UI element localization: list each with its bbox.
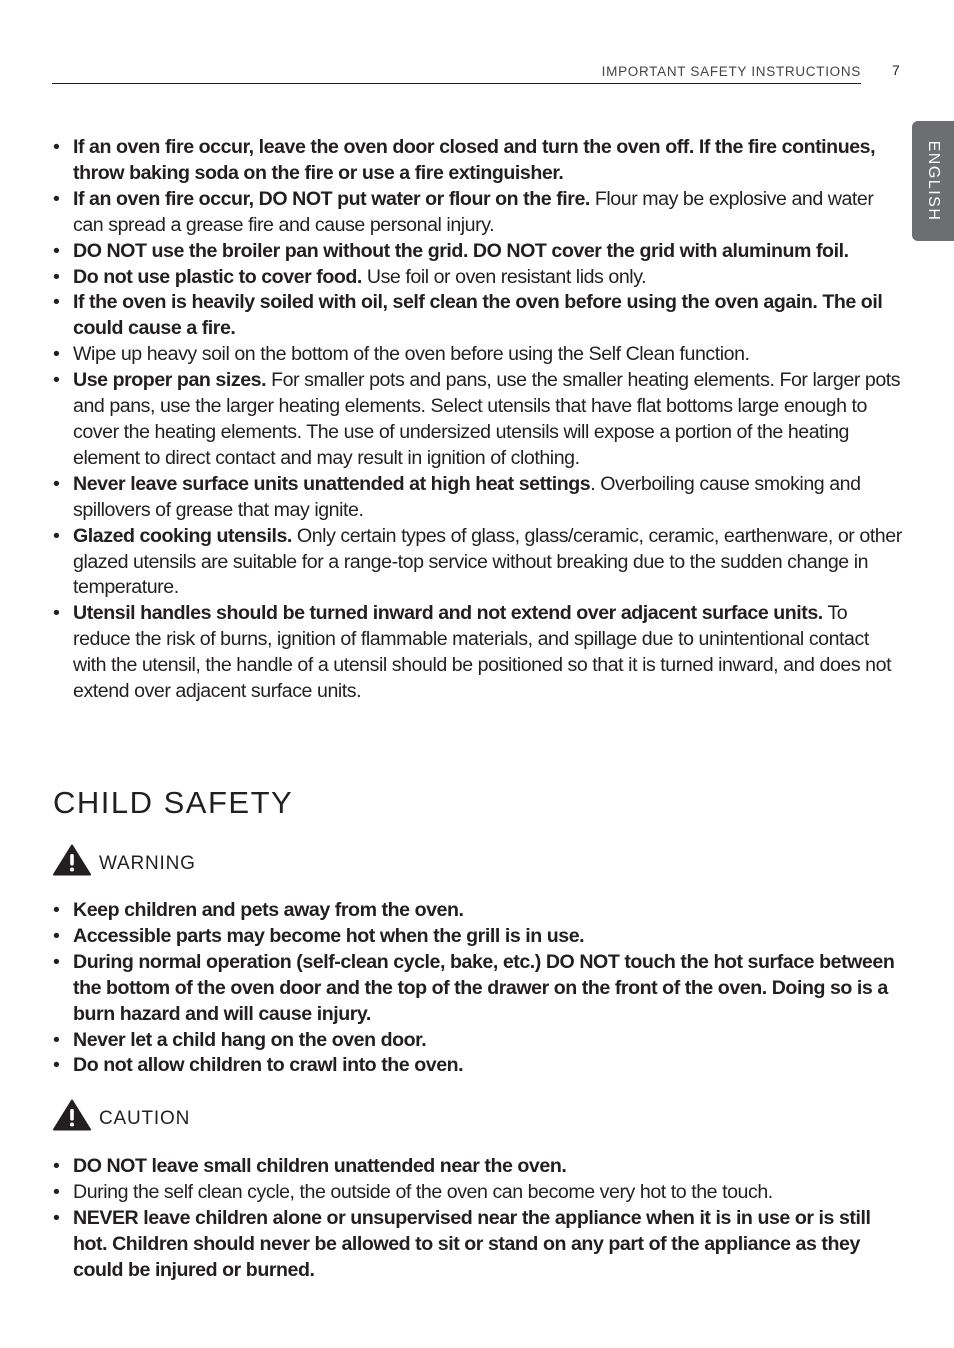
list-item [52,924,902,950]
list-item [52,1028,902,1054]
item-text: During the self clean cycle, the outside of the oven can become very hot to the touch. [73,1180,773,1203]
item-bold: Never let a child hang on the oven door. [73,1028,427,1051]
list-item [52,368,902,472]
item-bold: Utensil handles should be turned inward and not extend over adjacent surface units. [73,602,823,625]
list-item [52,239,902,265]
item-bold: Keep children and pets away from the oven. [73,899,464,921]
list-item [52,950,902,1028]
list-item [52,601,902,705]
warning-triangle-icon [53,844,91,876]
item-bold: DO NOT use the broiler pan without the grid. DO NOT cover the grid with aluminum foil. [73,239,849,262]
section-title: CHILD SAFETY [53,785,294,820]
language-tab-label: ENGLISH [925,140,942,222]
safety-list [52,135,902,705]
list-item [52,1206,902,1284]
list-item [52,1154,902,1180]
item-bold: NEVER leave children alone or unsupervised near the appliance when it is in use or is still hot. Children should never be allowed to sit or stand on any part of the appliance as they could be injured or burned. [73,1206,871,1281]
item-text: . Overboiling cause smoking and spillovers of grease that may ignite. [73,472,861,521]
list-item [52,1180,902,1206]
list-item [52,898,902,924]
item-text: To reduce the risk of burns, ignition of flammable materials, and spillage due to unintentional contact with the utensil, the handle of a utensil should be positioned so that it is turned inward, and does not extend over adjacent surface units. [73,602,892,703]
item-bold: Use proper pan sizes. [73,369,267,392]
item-bold: Do not use plastic to cover food. [73,265,362,288]
list-item [52,187,902,239]
list-item [52,265,902,291]
item-text: Only certain types of glass, glass/ceramic, ceramic, earthenware, or other glazed utensils are suitable for a range-top service without breaking due to the sudden change in temperature. [73,524,902,599]
item-bold: If an oven fire occur, leave the oven door closed and turn the oven off. If the fire continues, throw baking soda on the fire or use a fire extinguisher. [73,136,876,184]
list-item [52,290,902,342]
list-item [52,342,902,368]
item-bold: If the oven is heavily soiled with oil, self clean the oven before using the oven again. The oil could cause a fire. [73,291,883,340]
warning-label [53,842,196,876]
item-bold: Never leave surface units unattended at high heat settings [73,472,591,495]
page-header [52,60,861,84]
item-text: Flour may be explosive and water can spread a grease fire and cause personal injury. [73,187,874,236]
list-item [52,472,902,524]
item-bold: DO NOT leave small children unattended near the oven. [73,1155,567,1177]
item-bold: Glazed cooking utensils. [73,524,292,547]
caution-label [53,1097,190,1131]
item-text: Use foil or oven resistant lids only. [361,265,647,288]
item-text: For smaller pots and pans, use the smaller heating elements. For larger pots and pans, use the larger heating elements. Select utensils that have flat bottoms large enough to cover the heating elements. The use of undersized utensils will expose a portion of the heating element to direct contact and may result in ignition of clothing. [73,369,901,469]
item-bold: If an oven fire occur, DO NOT put water or flour on the fire. [73,187,590,210]
warning-triangle-icon [53,1099,91,1131]
page-number: 7 [892,62,900,78]
warning-label-text: WARNING [99,853,196,874]
item-bold: Accessible parts may become hot when the grill is in use. [73,924,585,947]
list-item [52,1053,902,1079]
item-bold: During normal operation (self-clean cycle, bake, etc.) DO NOT touch the hot surface between the bottom of the oven door and the top of the drawer on the front of the oven. Doing so is a burn hazard and will cause injury. [73,950,895,1025]
caution-list [52,1154,902,1284]
warning-list [52,898,902,1079]
list-item [52,135,902,187]
header-title: IMPORTANT SAFETY INSTRUCTIONS [601,64,861,79]
item-text: Wipe up heavy soil on the bottom of the oven before using the Self Clean function. [73,343,750,366]
item-bold: Do not allow children to crawl into the oven. [73,1054,464,1077]
language-tab [912,121,954,241]
caution-label-text: CAUTION [99,1108,191,1129]
list-item [52,524,902,602]
